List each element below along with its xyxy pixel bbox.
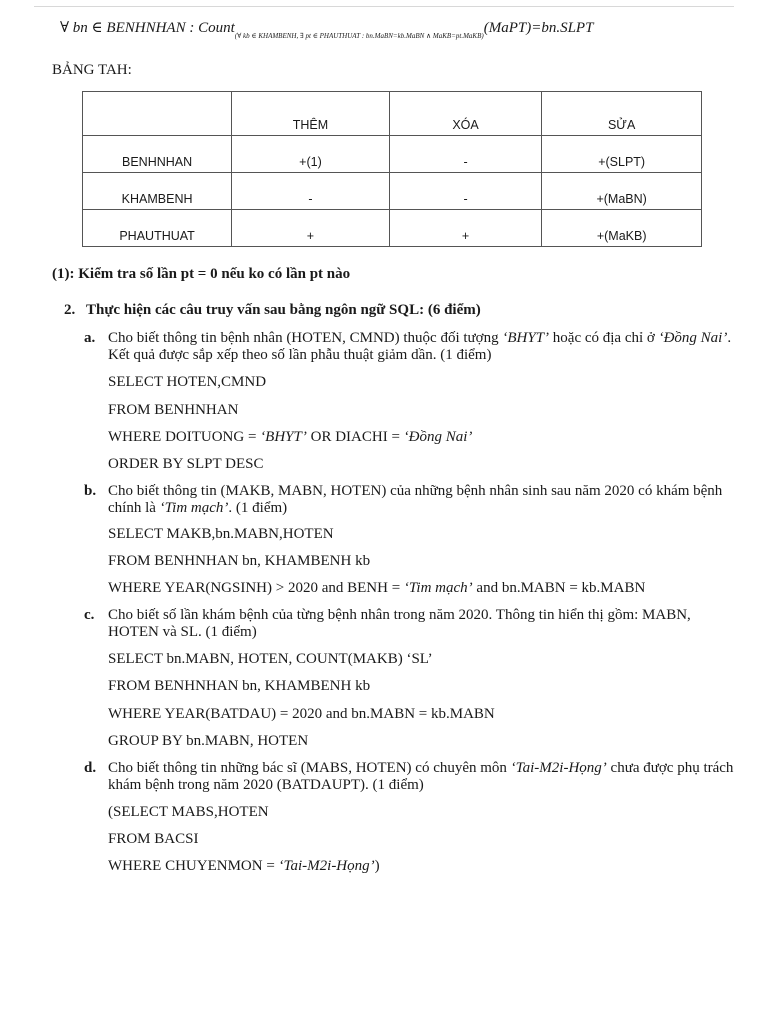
sql-line bbox=[108, 429, 472, 446]
sql-line: (SELECT MABS,HOTEN bbox=[108, 804, 269, 820]
sql-line bbox=[108, 858, 380, 875]
item-letter: d. bbox=[84, 760, 97, 776]
question-item-b bbox=[84, 483, 734, 517]
sql-line: GROUP BY bn.MABN, HOTEN bbox=[108, 733, 309, 749]
sql-line: ORDER BY SLPT DESC bbox=[108, 456, 264, 472]
question-text: Thực hiện các câu truy vấn sau bằng ngôn ngữ SQL: (6 điểm) bbox=[86, 302, 481, 318]
sql-line: WHERE YEAR(BATDAU) = 2020 and bn.MABN = kb.MABN bbox=[108, 706, 495, 722]
table-cell: - bbox=[232, 173, 390, 210]
table-cell: +(MaKB) bbox=[542, 210, 702, 247]
sql-line: SELECT MAKB,bn.MABN,HOTEN bbox=[108, 526, 334, 542]
top-divider bbox=[34, 6, 734, 7]
item-text bbox=[108, 330, 734, 364]
question-item-c bbox=[84, 607, 734, 641]
formula-body: (MaPT)=bn.SLPT bbox=[483, 20, 594, 36]
table-cell: + bbox=[389, 210, 542, 247]
sql-literal: ‘Tai-M2i-Họng’ bbox=[278, 858, 375, 874]
footnote: (1): Kiểm tra số lần pt = 0 nếu ko có lần pt nào bbox=[52, 266, 351, 282]
item-text-part: Cho biết thông tin bệnh nhân (HOTEN, CMND) thuộc đối tượng bbox=[108, 330, 503, 346]
table-cell: PHAUTHUAT bbox=[83, 210, 232, 247]
sql-text: WHERE DOITUONG = bbox=[108, 429, 261, 445]
question-item-a bbox=[84, 330, 734, 364]
tah-table bbox=[82, 91, 702, 247]
header-cell: THÊM bbox=[232, 92, 390, 136]
header-cell bbox=[83, 92, 232, 136]
formula-prefix: ∀ bn ∈ BENHNHAN : Count bbox=[60, 20, 235, 36]
sql-text: WHERE YEAR(NGSINH) > 2020 and BENH = bbox=[108, 580, 404, 596]
item-letter: c. bbox=[84, 607, 95, 623]
item-text bbox=[108, 760, 734, 794]
question-item-d bbox=[84, 760, 734, 794]
item-text-part: chưa được phụ trách khám bệnh trong năm 2020 (BATDAUPT). (1 điểm) bbox=[108, 760, 734, 793]
item-letter: a. bbox=[84, 330, 96, 346]
sql-literal: ‘BHYT’ bbox=[260, 429, 307, 445]
table-cell: +(SLPT) bbox=[542, 136, 702, 173]
header-cell: XÓA bbox=[389, 92, 542, 136]
sql-text: OR DIACHI = bbox=[306, 429, 404, 445]
table-cell: KHAMBENH bbox=[83, 173, 232, 210]
item-text-part: . (1 điểm) bbox=[228, 500, 288, 516]
table-cell: - bbox=[389, 136, 542, 173]
item-text-em: ‘Tim mạch’ bbox=[159, 500, 229, 516]
table-row bbox=[83, 173, 702, 210]
item-text: Cho biết số lần khám bệnh của từng bệnh nhân trong năm 2020. Thông tin hiển thị gồm: MABN, HOTEN và SL. (1 điểm) bbox=[108, 607, 691, 640]
item-text-em: ‘Tai-M2i-Họng’ bbox=[510, 760, 607, 776]
item-text-em: ‘BHYT’ bbox=[502, 330, 550, 346]
table-cell: + bbox=[232, 210, 390, 247]
question-heading bbox=[64, 302, 481, 319]
question-number: 2. bbox=[64, 302, 76, 318]
sql-line: SELECT bn.MABN, HOTEN, COUNT(MAKB) ‘SL’ bbox=[108, 651, 433, 667]
table-cell: BENHNHAN bbox=[83, 136, 232, 173]
sql-text: and bn.MABN = kb.MABN bbox=[472, 580, 646, 596]
formula-subscript: (∀ kb ∈ KHAMBENH, ∃ pt ∈ PHAUTHUAT : bn.MaBN=kb.MaBN ∧ MaKB=pt.MaKB) bbox=[234, 32, 484, 40]
sql-literal: ‘Tim mạch’ bbox=[403, 580, 473, 596]
header-cell: SỬA bbox=[542, 92, 702, 136]
item-letter: b. bbox=[84, 483, 97, 499]
sql-text: ) bbox=[374, 858, 380, 874]
table-cell: +(1) bbox=[232, 136, 390, 173]
table-cell: - bbox=[389, 173, 542, 210]
item-text bbox=[108, 483, 734, 517]
item-text-em: ‘Đồng Nai’ bbox=[658, 330, 728, 346]
table-header-row bbox=[83, 92, 702, 136]
sql-line: FROM BENHNHAN bbox=[108, 402, 239, 418]
sql-line bbox=[108, 580, 645, 597]
sql-line: SELECT HOTEN,CMND bbox=[108, 374, 267, 390]
sql-line: FROM BENHNHAN bn, KHAMBENH kb bbox=[108, 678, 371, 694]
sql-line: FROM BACSI bbox=[108, 831, 199, 847]
table-row bbox=[83, 210, 702, 247]
constraint-formula bbox=[60, 18, 593, 40]
sql-line: FROM BENHNHAN bn, KHAMBENH kb bbox=[108, 553, 371, 569]
item-text-part: Cho biết thông tin những bác sĩ (MABS, HOTEN) có chuyên môn bbox=[108, 760, 511, 776]
table-title: BẢNG TAH: bbox=[52, 62, 132, 78]
item-text-part: hoặc có địa chỉ ở bbox=[549, 330, 659, 346]
item-text-part: Cho biết thông tin (MAKB, MABN, HOTEN) của những bệnh nhân sinh sau năm 2020 có khám bệnh chính là bbox=[108, 483, 723, 516]
item-text-part: . Kết quả được sắp xếp theo số lần phẫu thuật giảm dần. (1 điểm) bbox=[108, 330, 732, 363]
sql-text: WHERE CHUYENMON = bbox=[108, 858, 279, 874]
table-row bbox=[83, 136, 702, 173]
sql-literal: ‘Đồng Nai’ bbox=[403, 429, 473, 445]
table-cell: +(MaBN) bbox=[542, 173, 702, 210]
